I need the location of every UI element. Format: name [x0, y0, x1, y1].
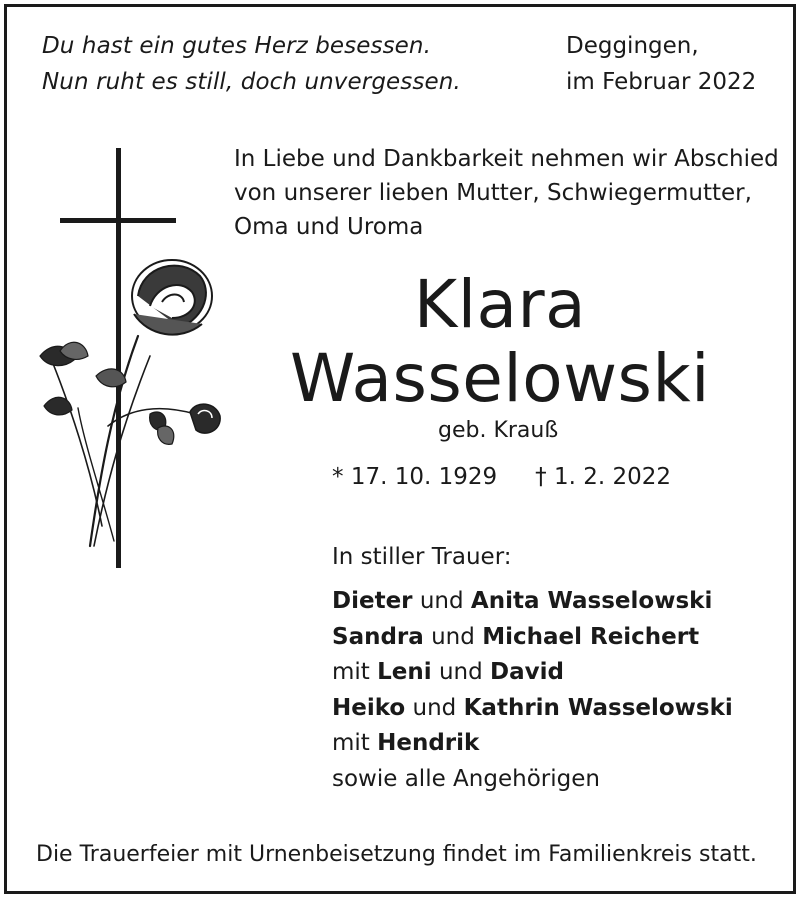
funeral-note: Die Trauerfeier mit Urnenbeisetzung findet im Familienkreis statt.: [36, 842, 757, 867]
mourner-connector: und: [412, 588, 471, 614]
mourner-name: Leni: [377, 659, 432, 685]
mourner-name: Michael Reichert: [482, 623, 700, 650]
mourner-connector: mit: [332, 659, 378, 685]
mourner-connector: und: [423, 623, 483, 650]
mourner-line: [332, 691, 733, 727]
mourner-line: [332, 655, 733, 691]
birth-date: 17. 10. 1929: [350, 464, 498, 490]
mourner-name: Dieter: [332, 588, 413, 614]
poem-line-1: Du hast ein gutes Herz besessen.: [42, 33, 432, 59]
life-dates: [332, 464, 671, 490]
deceased-name: [240, 268, 760, 416]
mourner-line: [332, 620, 733, 656]
intro-line-3: Oma und Uroma: [234, 214, 424, 240]
place-and-date: [566, 28, 756, 100]
mourner-name: Kathrin Wasselowski: [463, 694, 733, 721]
memorial-poem: [42, 28, 461, 100]
mourner-name: Heiko: [332, 694, 406, 721]
farewell-intro: [234, 142, 779, 244]
mourner-connector: sowie alle Angehörigen: [332, 765, 600, 792]
mourner-name: Hendrik: [377, 730, 480, 756]
mourner-connector: und: [431, 659, 491, 685]
cross-with-rose-icon: [30, 146, 230, 576]
first-name: Klara: [413, 266, 587, 343]
intro-line-2: von unserer lieben Mutter, Schwiegermutter,: [234, 180, 752, 206]
maiden-name: geb. Krauß: [438, 418, 559, 443]
last-name: Wasselowski: [290, 340, 710, 417]
mourner-name: Sandra: [332, 623, 424, 650]
date: im Februar 2022: [566, 69, 757, 95]
birth-symbol: *: [332, 464, 344, 490]
intro-line-1: In Liebe und Dankbarkeit nehmen wir Abschied: [234, 146, 779, 172]
poem-line-2: Nun ruht es still, doch unvergessen.: [42, 69, 461, 95]
mourners-list: [332, 584, 733, 797]
place: Deggingen,: [566, 33, 699, 59]
mourner-line: [332, 762, 733, 798]
mourners-title: In stiller Trauer:: [332, 544, 512, 570]
death-cross-icon: †: [535, 464, 547, 490]
mourner-connector: und: [405, 694, 464, 721]
mourner-line: [332, 584, 733, 620]
mourner-connector: mit: [332, 730, 378, 756]
mourner-line: [332, 726, 733, 762]
mourner-name: Anita Wasselowski: [470, 588, 713, 614]
mourner-name: David: [490, 659, 564, 685]
death-date: 1. 2. 2022: [553, 464, 671, 490]
